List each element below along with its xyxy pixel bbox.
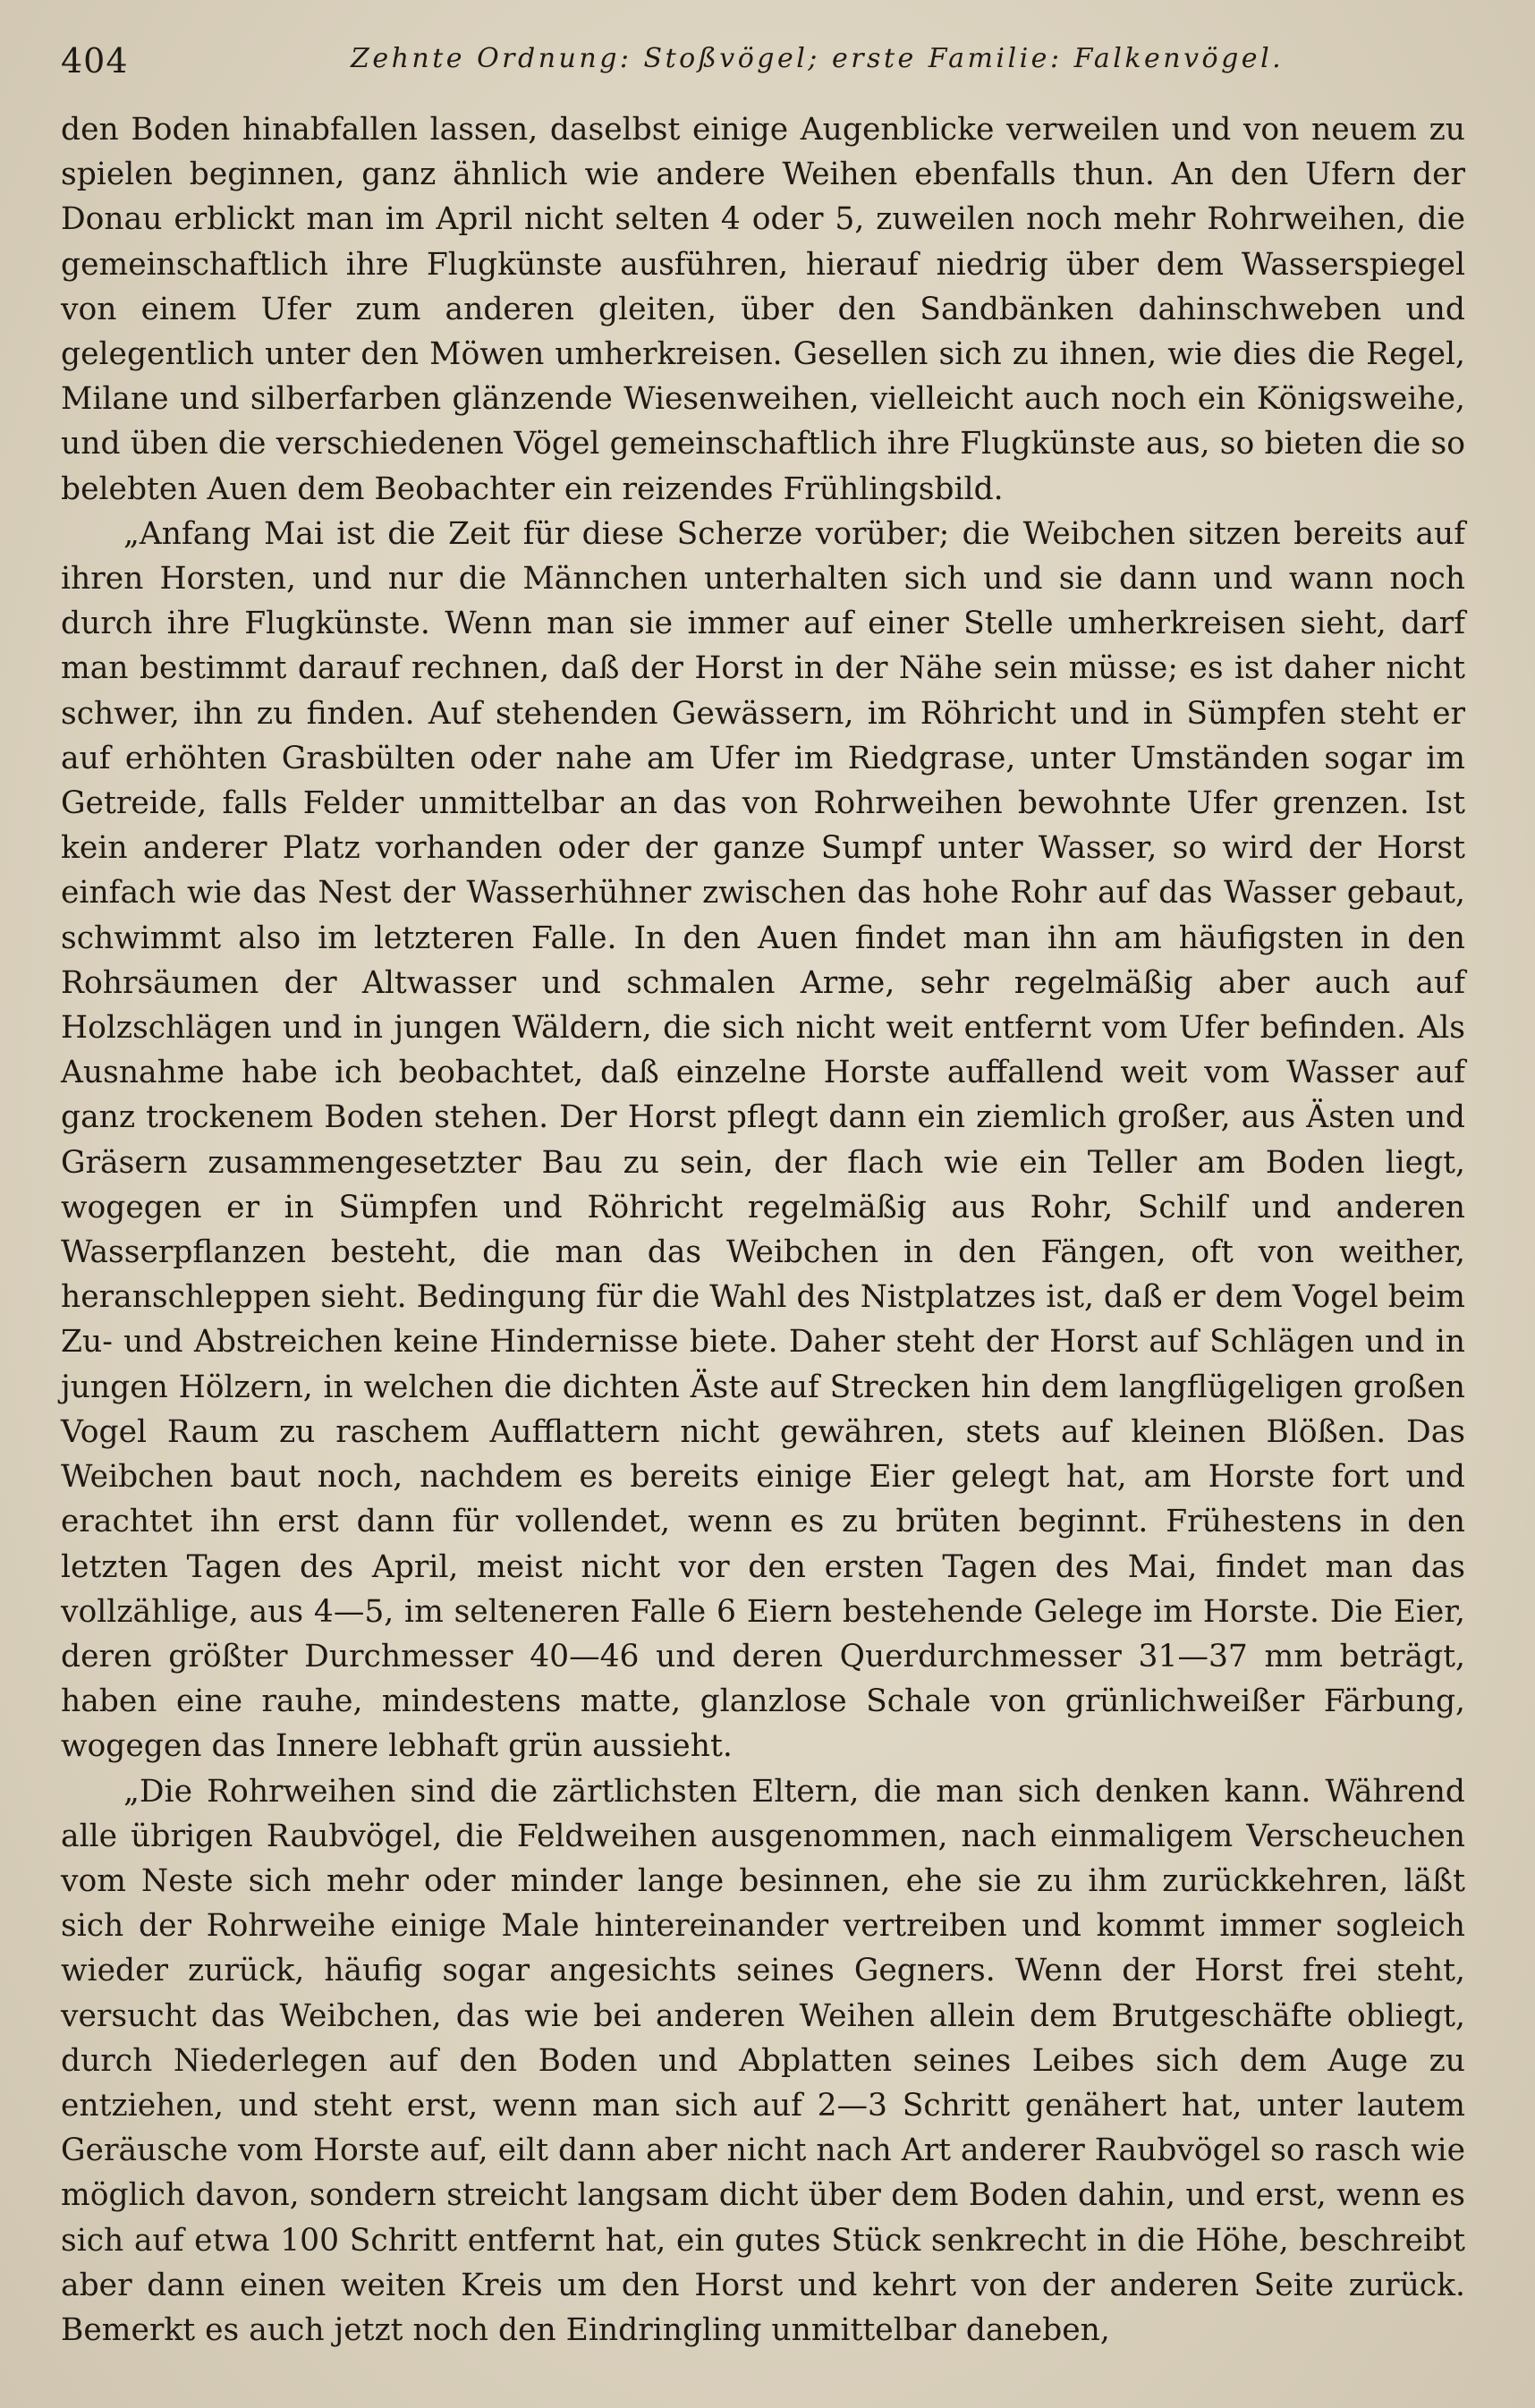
- running-head: Zehnte Ordnung: Stoßvögel; erste Familie: Falkenvögel.: [351, 43, 1285, 74]
- body-text: [61, 107, 1465, 2353]
- page-number: 404: [61, 41, 129, 81]
- paragraph-nesting: „Anfang Mai ist die Zeit für diese Scherze vorüber; die Weibchen sitzen bereits auf ihren Horsten, und nur die Männchen unterhalten sich und sie dann und wann noch durch ihre Flugkünste. Wenn man sie immer auf einer Stelle umherkreisen sieht, darf man bestimmt darauf rechnen, daß der Horst in der Nähe sein müsse; es ist daher nicht schwer, ihn zu finden. Auf stehenden Gewässern, im Röhricht und in Sümpfen steht er auf erhöhten Grasbülten oder nahe am Ufer im Riedgrase, unter Umständen sogar im Getreide, falls Felder unmittelbar an das von Rohrweihen bewohnte Ufer grenzen. Ist kein anderer Platz vorhanden oder der ganze Sumpf unter Wasser, so wird der Horst einfach wie das Nest der Wasserhühner zwischen das hohe Rohr auf das Wasser gebaut, schwimmt also im letzteren Falle. In den Auen findet man ihn am häufigsten in den Rohrsäumen der Altwasser und schmalen Arme, sehr regelmäßig aber auch auf Holzschlägen und in jungen Wäldern, die sich nicht weit entfernt vom Ufer befinden. Als Ausnahme habe ich beobachtet, daß einzelne Horste auffallend weit vom Wasser auf ganz trockenem Boden stehen. Der Horst pflegt dann ein ziemlich großer, aus Ästen und Gräsern zusammengesetzter Bau zu sein, der flach wie ein Teller am Boden liegt, wogegen er in Sümpfen und Röhricht regelmäßig aus Rohr, Schilf und anderen Wasserpflanzen besteht, die man das Weibchen in den Fängen, oft von weither, heranschleppen sieht. Bedingung für die Wahl des Nistplatzes ist, daß er dem Vogel beim Zu- und Abstreichen keine Hindernisse biete. Daher steht der Horst auf Schlägen und in jungen Hölzern, in welchen die dichten Äste auf Strecken hin dem langflügeligen großen Vogel Raum zu raschem Aufflattern nicht gewähren, stets auf kleinen Blößen. Das Weibchen baut noch, nachdem es bereits einige Eier gelegt hat, am Horste fort und erachtet ihn erst dann für vollendet, wenn es zu brüten beginnt. Frühestens in den letzten Tagen des April, meist nicht vor den ersten Tagen des Mai, findet man das vollzählige, aus 4—5, im selteneren Falle 6 Eiern bestehende Gelege im Horste. Die Eier, deren größter Durchmesser 40—46 und deren Querdurchmesser 31—37 mm beträgt, haben eine rauhe, mindestens matte, glanzlose Schale von grünlichweißer Färbung, wogegen das Innere lebhaft grün aussieht.: [61, 515, 1465, 1765]
- page-header: [55, 36, 1480, 89]
- paragraph-continuation: den Boden hinabfallen lassen, daselbst einige Augenblicke verweilen und von neuem zu spielen beginnen, ganz ähnlich wie andere Weihen ebenfalls thun. An den Ufern der Donau erblickt man im April nicht selten 4 oder 5, zuweilen noch mehr Rohrweihen, die gemeinschaftlich ihre Flugkünste ausführen, hierauf niedrig über dem Wasserspiegel von einem Ufer zum anderen gleiten, über den Sandbänken dahinschweben und gelegentlich unter den Möwen umherkreisen. Gesellen sich zu ihnen, wie dies die Regel, Milane und silberfarben glänzende Wiesenweihen, vielleicht auch noch ein Königsweihe, und üben die verschiedenen Vögel gemeinschaftlich ihre Flugkünste aus, so bieten die so belebten Auen dem Beobachter ein reizendes Frühlingsbild.: [61, 112, 1465, 507]
- paragraph-parental-care: „Die Rohrweihen sind die zärtlichsten Eltern, die man sich denken kann. Während alle übrigen Raubvögel, die Feldweihen ausgenommen, nach einmaligem Verscheuchen vom Neste sich mehr oder minder lange besinnen, ehe sie zu ihm zurückkehren, läßt sich der Rohrweihe einige Male hintereinander vertreiben und kommt immer sogleich wieder zurück, häufig sogar angesichts seines Gegners. Wenn der Horst frei steht, versucht das Weibchen, das wie bei anderen Weihen allein dem Brutgeschäfte obliegt, durch Niederlegen auf den Boden und Abplatten seines Leibes sich dem Auge zu entziehen, und steht erst, wenn man sich auf 2—3 Schritt genähert hat, unter lautem Geräusche vom Horste auf, eilt dann aber nicht nach Art anderer Raubvögel so rasch wie möglich davon, sondern streicht langsam dicht über dem Boden dahin, und erst, wenn es sich auf etwa 100 Schritt entfernt hat, ein gutes Stück senkrecht in die Höhe, beschreibt aber dann einen weiten Kreis um den Horst und kehrt von der anderen Seite zurück. Bemerkt es auch jetzt noch den Eindringling unmittelbar daneben,: [61, 1773, 1465, 2348]
